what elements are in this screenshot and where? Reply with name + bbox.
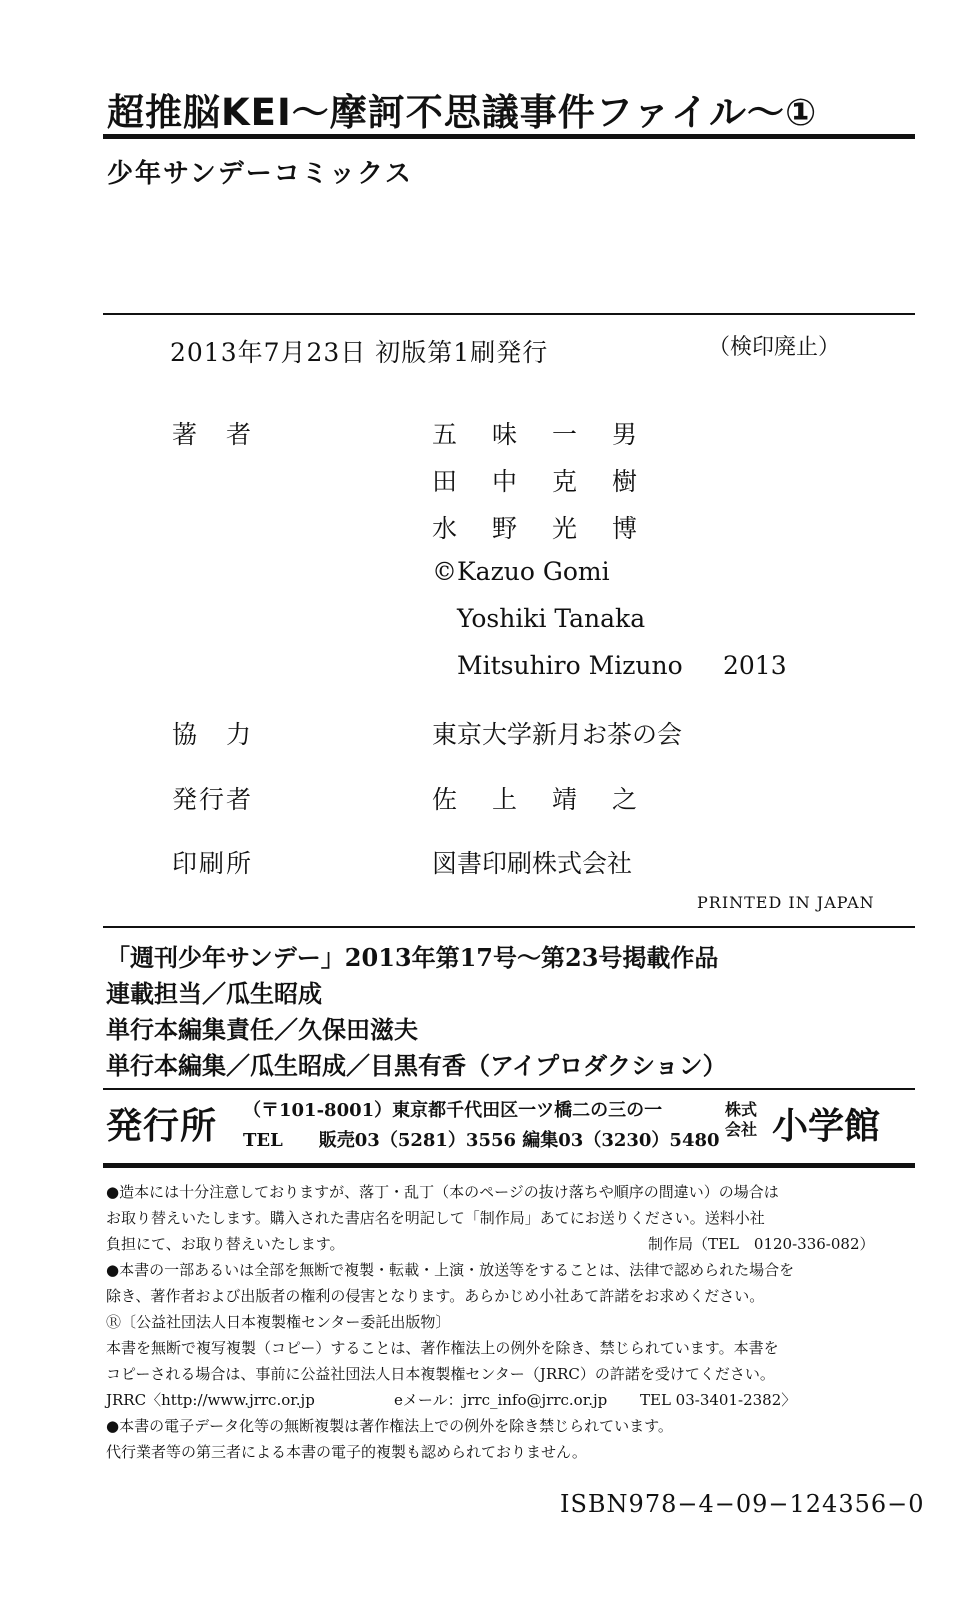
kaisha-mark (725, 1100, 757, 1140)
author-name-char: 光 (552, 514, 578, 543)
notice-line-9: ●本書の電子データ化等の無断複製は著作権法上での例外を除き禁じられています。 (106, 1417, 673, 1435)
seal-note: （検印廃止） (708, 335, 841, 360)
author-name-char: 田 (432, 467, 458, 496)
editorial-rule (103, 926, 915, 928)
editorial-line-1: 「週刊少年サンデー」2013年第17号～第23号掲載作品 (106, 943, 719, 972)
notice-line-1: ●造本には十分注意しておりますが、落丁・乱丁（本のページの抜け落ちや順序の間違い）の場合は (106, 1183, 779, 1201)
author-name-char: 五 (432, 420, 458, 449)
author-name-1 (432, 415, 672, 451)
publisher-rule-top (103, 1088, 915, 1090)
title-rule (103, 134, 915, 139)
author-name-3 (432, 509, 672, 545)
publisher-person-label: 発行者 (172, 785, 254, 814)
cooperation-label: 協 力 (172, 720, 254, 749)
author-name-char: 一 (552, 420, 578, 449)
notice-line-2: お取り替えいたします。購入された書店名を明記して「制作局」あてにお送りください。送料小社 (106, 1209, 765, 1227)
isbn: ISBN978−4−09−124356−0 (560, 1490, 925, 1518)
copyright-line-1: ©Kazuo Gomi (432, 557, 610, 586)
notice-line-3: 負担にて、お取り替えいたします。 (106, 1235, 345, 1253)
editorial-line-3: 単行本編集責任／久保田滋夫 (106, 1015, 418, 1044)
publisher-person-char: 佐 (432, 785, 458, 814)
series-label: 少年サンデーコミックス (107, 159, 413, 189)
kaisha-bottom: 会社 (725, 1120, 758, 1139)
author-name-char: 樹 (612, 467, 638, 496)
publisher-tel: TEL 販売03（5281）3556 編集03（3230）5480 (243, 1130, 720, 1151)
editorial-line-2: 連載担当／瓜生昭成 (106, 979, 322, 1008)
editorial-line-4: 単行本編集／瓜生昭成／目黒有香（アイプロダクション） (106, 1051, 727, 1080)
cooperation-value: 東京大学新月お茶の会 (432, 720, 683, 749)
kaisha-top: 株式 (725, 1100, 758, 1119)
author-name-char: 克 (552, 467, 578, 496)
author-name-char: 中 (492, 467, 518, 496)
jrrc-url: JRRC〈http://www.jrrc.or.jp (106, 1391, 315, 1409)
notice-line-8: コピーされる場合は、事前に公益社団法人日本複製権センター（JRRC）の許諾を受けてください。 (106, 1365, 775, 1383)
book-title: 超推脳KEI～摩訶不思議事件ファイル～① (107, 91, 818, 134)
author-name-char: 味 (492, 420, 518, 449)
publisher-rule-bottom (103, 1163, 915, 1168)
printed-in-japan: PRINTED IN JAPAN (697, 893, 875, 912)
notice-line-7: 本書を無断で複写複製（コピー）することは、著作権法上の例外を除き、禁じられています。本書を (106, 1339, 779, 1357)
notice-line-6: Ⓡ〔公益社団法人日本複製権センター委託出版物〕 (106, 1313, 451, 1331)
author-name-char: 水 (432, 514, 458, 543)
author-name-char: 野 (492, 514, 518, 543)
printer-label: 印刷所 (172, 849, 254, 878)
notice-line-5: 除き、著作者および出版者の権利の侵害となります。あらかじめ小社あて許諾をお求めください。 (106, 1287, 765, 1305)
notice-line-10: 代行業者等の第三者による本書の電子的複製も認められておりません。 (106, 1443, 587, 1461)
jrrc-tel: TEL 03-3401-2382〉 (640, 1391, 797, 1409)
publisher-label: 発行所 (106, 1105, 218, 1147)
copyright-year: 2013 (723, 651, 787, 680)
publisher-person-char: 之 (612, 785, 638, 814)
author-label: 著 者 (172, 420, 254, 449)
publisher-person-name (432, 780, 672, 816)
publisher-person-char: 上 (492, 785, 518, 814)
printer-value: 図書印刷株式会社 (432, 849, 633, 878)
production-tel: 制作局（TEL 0120-336-082） (648, 1235, 875, 1253)
jrrc-email: eメール：jrrc_info@jrrc.or.jp (394, 1391, 608, 1409)
publisher-person-char: 靖 (552, 785, 578, 814)
edition-rule (103, 313, 915, 315)
publisher-address: （〒101-8001）東京都千代田区一ツ橋二の三の一 (243, 1100, 663, 1121)
copyright-line-2: Yoshiki Tanaka (457, 604, 646, 633)
notice-line-4: ●本書の一部あるいは全部を無断で複製・転載・上演・放送等をすることは、法律で認められた場合を (106, 1261, 795, 1279)
copyright-line-3: Mitsuhiro Mizuno (457, 651, 683, 680)
author-name-char: 男 (612, 420, 638, 449)
author-name-2 (432, 462, 672, 498)
edition-date: 2013年7月23日 初版第1刷発行 (170, 338, 549, 367)
publisher-name: 小学館 (772, 1105, 881, 1147)
author-name-char: 博 (612, 514, 638, 543)
